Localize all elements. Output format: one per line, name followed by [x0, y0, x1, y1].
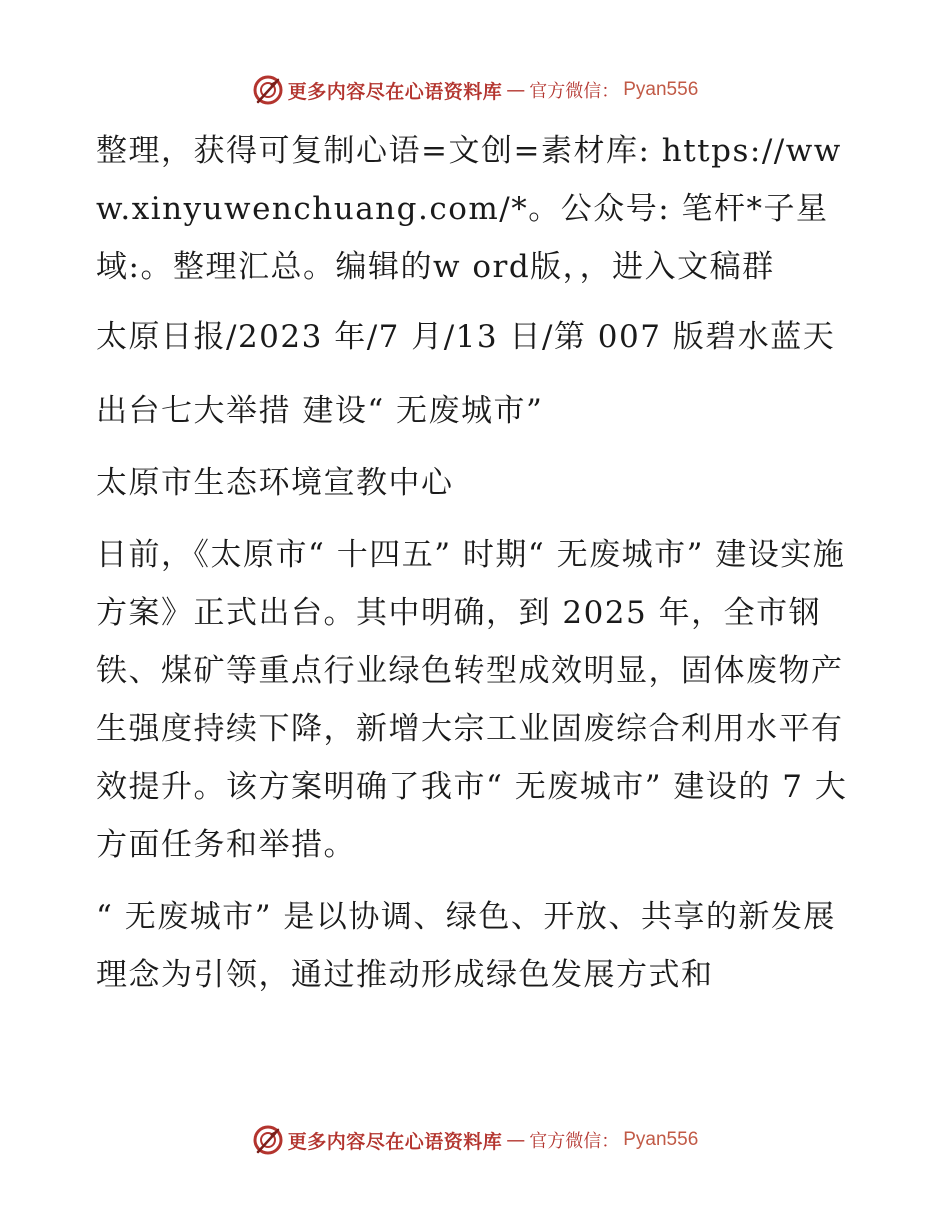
header-watermark-banner	[0, 70, 950, 110]
wechat-id: Pyan556	[623, 79, 699, 100]
official-wechat-label: 官方微信：	[529, 81, 620, 102]
feather-logo-icon	[252, 74, 284, 106]
footer-watermark-banner	[0, 1120, 950, 1160]
intro-paragraph: 整理，获得可复制心语=文创=素材库: https://www.xinyuwenchuang.com/*。公众号: 笔杆*子星域:。整理汇总。编辑的w ord版，，进入文稿群	[96, 133, 842, 285]
feather-logo-icon	[252, 1124, 284, 1156]
body-paragraph: 日前，《太原市“ 十四五” 时期“ 无废城市” 建设实施方案》正式出台。其中明确，到 2025 年，全市钢铁、煤矿等重点行业绿色转型成效明显，固体废物产生强度持续下降，新增大宗工业固废综合利用水平有效提升。该方案明确了我市“ 无废城市” 建设的 7 大方面任务和举措。	[96, 537, 848, 863]
source-line: 太原日报/2023 年/7 月/13 日/第 007 版碧水蓝天	[96, 319, 836, 355]
document-body	[96, 120, 856, 1004]
official-wechat-label: 官方微信：	[529, 1131, 620, 1152]
separator-dash: —	[506, 79, 526, 101]
body-paragraph: “ 无废城市” 是以协调、绿色、开放、共享的新发展理念为引领，通过推动形成绿色发展方式和	[96, 899, 836, 993]
separator-dash: —	[506, 1129, 526, 1151]
wechat-id: Pyan556	[623, 1129, 699, 1150]
article-title: 出台七大举措 建设“ 无废城市”	[96, 393, 544, 429]
promo-text: 更多内容尽在心语资料库	[287, 80, 503, 103]
author-line: 太原市生态环境宣教中心	[96, 465, 454, 501]
promo-text: 更多内容尽在心语资料库	[287, 1130, 503, 1153]
